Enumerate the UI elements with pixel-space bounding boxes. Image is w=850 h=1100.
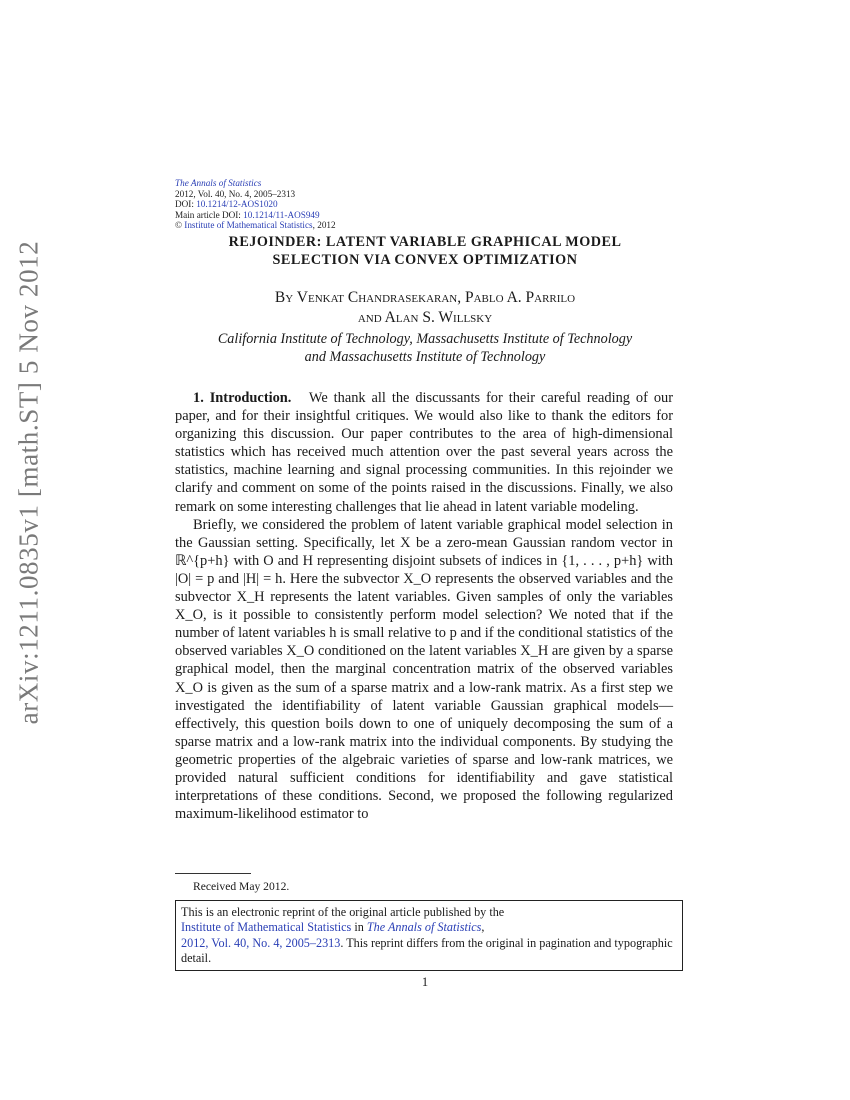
doi-label: DOI: — [175, 199, 194, 210]
arxiv-stamp-text: arXiv:1211.0835v1 [math.ST] 5 Nov 2012 — [13, 240, 44, 724]
reprint-in: in — [351, 920, 367, 935]
paragraph-2: Briefly, we considered the problem of latent variable graphical model selection in the Gaussian setting. Specifically, let X be a zero-mean Gaussian random vector in ℝ^{p+h} with O and H representing disjoint subsets of indices in {1, . . . , p+h} with |O| = p and |H| = h. Here the subvector X_O represents the observed variables and the subvector X_H represents the latent variables. Given samples of only the variables X_O, is it possible to consistently perform model selection? We noted that if the number of latent variables h is small relative to p and if the conditional statistics of the observed variables X_O conditioned on the latent variables X_H are given by a sparse graphical model, then the marginal concentration matrix of the observed variables X_O is given as the sum of a sparse matrix and a low-rank matrix. As a first step we investigated the identifiability of latent variable Gaussian graphical models—effectively, this question boils down to one of uniquely decomposing the sum of a sparse matrix and a low-rank matrix into the individual components. By studying the geometric properties of the algebraic varieties of sparse and low-rank matrices, we provided natural sufficient conditions for identifiability and gave statistical interpretations of these conditions. Second, we proposed the following regularized maximum-likelihood estimator to — [175, 516, 673, 823]
copyright-symbol: © — [175, 220, 182, 231]
title-line-2: SELECTION VIA CONVEX OPTIMIZATION — [272, 252, 578, 268]
page-number: 1 — [421, 975, 429, 989]
affiliations — [160, 330, 690, 366]
paragraph-1 — [175, 389, 673, 516]
doi-link[interactable]: 10.1214/12-AOS1020 — [196, 199, 278, 210]
reprint-notice — [175, 900, 683, 971]
arxiv-stamp — [0, 240, 58, 724]
paragraph-1-text: We thank all the discussants for their careful reading of our paper, and for their insightful critiques. We would also like to thank the editors for organizing this discussion. Our paper contributes to the area of high-dimensional statistics which has received much attention over the past several years across the statistics, machine learning and signal processing communities. In this rejoinder we clarify and comment on some of the points raised in the discussions. Finally, we also remark on some interesting challenges that lie ahead in latent variable modeling. — [175, 390, 674, 515]
authors — [175, 288, 675, 328]
reprint-journal-link[interactable]: The Annals of Statistics — [366, 920, 482, 935]
volume-line: 2012, Vol. 40, No. 4, 2005–2313 — [175, 188, 296, 199]
body-text — [175, 389, 673, 823]
section-heading: 1. Introduction. — [193, 390, 292, 406]
footnote-rule — [175, 873, 251, 874]
main-doi-link[interactable]: 10.1214/11-AOS949 — [243, 209, 320, 220]
copyright-year: , 2012 — [312, 220, 336, 231]
affiliations-line-2: and Massachusetts Institute of Technology — [304, 349, 546, 365]
copyright-org-link[interactable]: Institute of Mathematical Statistics — [184, 220, 313, 231]
reprint-volume-link[interactable]: 2012, Vol. 40, No. 4, 2005–2313 — [181, 935, 341, 950]
journal-header — [175, 178, 336, 231]
reprint-rest: . This reprint differs from the original in pagination and typographic detail. — [181, 935, 673, 966]
reprint-org-link[interactable]: Institute of Mathematical Statistics — [181, 920, 352, 935]
reprint-intro: This is an electronic reprint of the original article published by the — [181, 905, 505, 919]
journal-link[interactable]: The Annals of Statistics — [175, 178, 262, 188]
affiliations-line-1: California Institute of Technology, Massachusetts Institute of Technology — [217, 331, 633, 347]
reprint-comma: , — [481, 920, 485, 935]
authors-line-2: and Alan S. Willsky — [357, 309, 493, 326]
paper-title — [175, 233, 675, 269]
title-line-1: REJOINDER: LATENT VARIABLE GRAPHICAL MODEL — [228, 234, 622, 250]
main-doi-label: Main article DOI: — [175, 209, 241, 220]
received-footnote: Received May 2012. — [193, 880, 290, 893]
authors-line-1: By Venkat Chandrasekaran, Pablo A. Parrilo — [274, 289, 576, 306]
